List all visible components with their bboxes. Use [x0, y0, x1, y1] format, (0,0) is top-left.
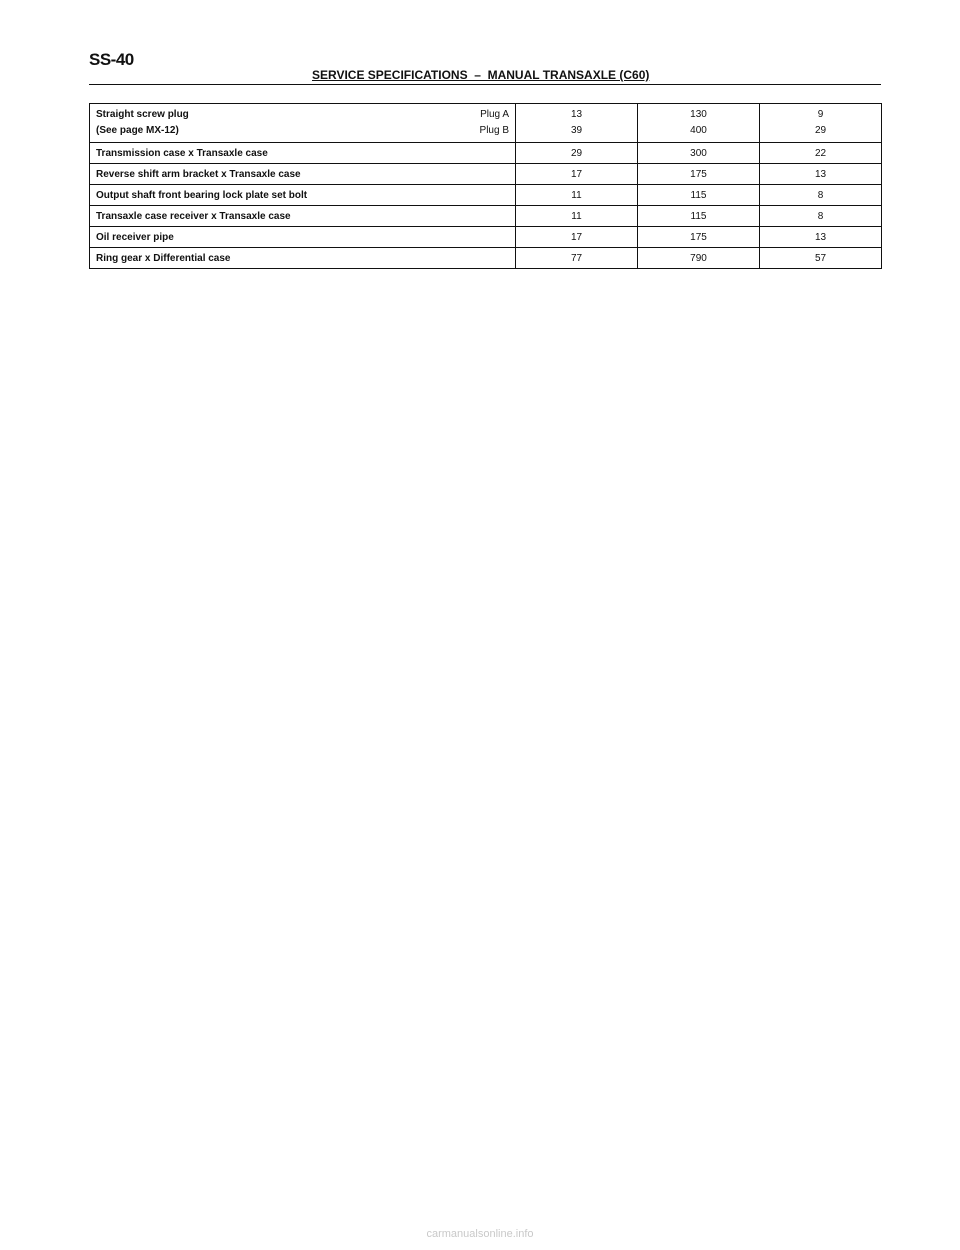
value-cell: 790 — [638, 248, 760, 269]
value-cell: 11 — [516, 185, 638, 206]
item-cell: Ring gear x Differential case — [90, 248, 516, 269]
plug-label: Plug A — [480, 109, 509, 120]
value-cell: 9 29 — [760, 104, 882, 143]
value-cell: 175 — [638, 227, 760, 248]
item-cell — [90, 104, 516, 143]
header-title: SERVICE SPECIFICATIONS – MANUAL TRANSAXLE (C60) — [312, 68, 650, 82]
table-row — [90, 164, 882, 185]
table-row — [90, 104, 882, 143]
value-cell: 115 — [638, 185, 760, 206]
table-row — [90, 227, 882, 248]
value-cell: 13 — [760, 164, 882, 185]
item-label: Straight screw plug — [96, 109, 189, 120]
value-cell: 175 — [638, 164, 760, 185]
table-row — [90, 206, 882, 227]
value-cell: 17 — [516, 227, 638, 248]
table-row — [90, 248, 882, 269]
value-cell: 13 39 — [516, 104, 638, 143]
item-cell: Transmission case x Transaxle case — [90, 143, 516, 164]
table-row — [90, 143, 882, 164]
header-rule — [89, 84, 881, 85]
item-cell: Reverse shift arm bracket x Transaxle case — [90, 164, 516, 185]
footer-watermark-url: carmanualsonline.info — [426, 1228, 534, 1240]
plug-label: Plug B — [479, 125, 509, 136]
value-cell: 29 — [516, 143, 638, 164]
value-cell: 77 — [516, 248, 638, 269]
value-cell: 115 — [638, 206, 760, 227]
value-cell: 130 400 — [638, 104, 760, 143]
value-cell: 13 — [760, 227, 882, 248]
value-cell: 8 — [760, 185, 882, 206]
value-cell: 11 — [516, 206, 638, 227]
item-cell: Transaxle case receiver x Transaxle case — [90, 206, 516, 227]
value-cell: 57 — [760, 248, 882, 269]
torque-spec-table — [89, 103, 882, 269]
item-reference: (See page MX-12) — [96, 125, 179, 136]
page-number: SS-40 — [89, 50, 134, 69]
value-cell: 22 — [760, 143, 882, 164]
item-cell: Oil receiver pipe — [90, 227, 516, 248]
item-cell: Output shaft front bearing lock plate set bolt — [90, 185, 516, 206]
value-cell: 300 — [638, 143, 760, 164]
value-cell: 8 — [760, 206, 882, 227]
table-row — [90, 185, 882, 206]
value-cell: 17 — [516, 164, 638, 185]
